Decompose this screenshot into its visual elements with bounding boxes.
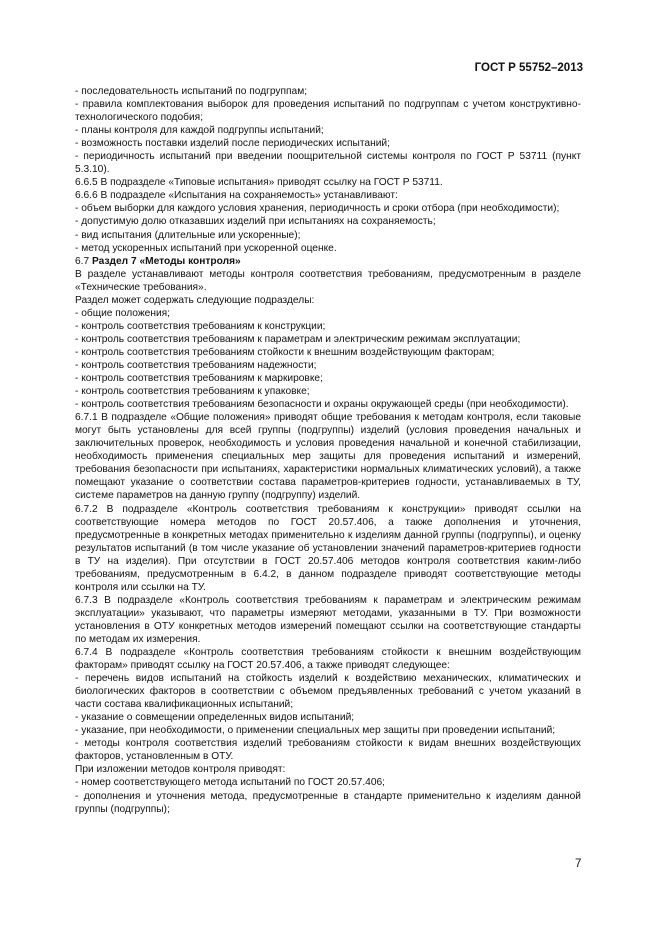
paragraph: Раздел может содержать следующие подразделы: [75,294,315,306]
paragraph: - метод ускоренных испытаний при ускоренной оценке. [75,242,337,254]
paragraph: - контроль соответствия требованиям к маркировке; [75,373,323,385]
section-heading [75,255,581,268]
paragraph: - возможность поставки изделий после периодических испытаний; [75,138,390,150]
paragraph: 6.6.6 В подразделе «Испытания на сохраняемость» устанавливают: [75,190,398,202]
paragraph: - указание, при необходимости, о применении специальных мер защиты при проведении испытаний; [75,725,556,737]
page-number: 7 [575,858,582,870]
paragraph: 6.6.5 В подразделе «Типовые испытания» приводят ссылку на ГОСТ Р 53711. [75,177,443,189]
paragraph: - вид испытания (длительные или ускоренные); [75,229,301,241]
paragraph: - методы контроля соответствия изделий требованиям стойкости к видам внешних воздействующих факторов, установленным в ОТУ. [75,738,581,763]
section-heading-number: 6.7 [75,255,92,267]
paragraph: - контроль соответствия требованиям безопасности и охраны окружающей среды (при необходимости). [75,399,569,411]
section-heading-title: Раздел 7 «Методы контроля» [92,255,241,267]
paragraph: - правила комплектования выборок для проведения испытаний по подгруппам с учетом конструктивно-технологического подобия; [75,99,581,124]
paragraph: - объем выборки для каждого условия хранения, периодичность и сроки отбора (при необходимости); [75,203,560,215]
paragraph: - указание о совмещении определенных видов испытаний; [75,712,355,724]
paragraph: 6.7.4 В подразделе «Контроль соответствия требованиям стойкости к внешним воздействующим факторам» приводят ссылку на ГОСТ 20.57.406, а также приводят следующее: [75,647,581,672]
document-header-code: ГОСТ Р 55752–2013 [474,62,583,74]
paragraph: - контроль соответствия требованиям к параметрам и электрическим режимам эксплуатации; [75,333,521,345]
document-body [75,85,581,816]
paragraph: При изложении методов контроля приводят: [75,764,286,776]
paragraph: 6.7.2 В подразделе «Контроль соответствия требованиям к конструкции» приводят ссылки на соответствующие номера методов по ГОСТ 20.57.406, а также дополнения и уточнения, предусмотренные в конкретных методах применительно к изделиям данной группы (подгруппы), и оценку результатов испытаний (в том числе указание об установлении значений параметров-критериев годности в ТУ на изделия). При отсутствии в ГОСТ 20.57.406 методов контроля соответствия каким-либо требованиям, предусмотренным в 6.4.2, в данном подразделе приводят соответствующие методы контроля или ссылки на ТУ. [75,503,581,593]
paragraph: - дополнения и уточнения метода, предусмотренные в стандарте применительно к изделиям данной группы (подгруппы); [75,790,581,815]
paragraph: 6.7.3 В подразделе «Контроль соответствия требованиям к параметрам и электрическим режимам эксплуатации» указывают, что параметры измеряют методами, указанными в ТУ. При возможности установления в ОТУ конкретных методов измерений помещают ссылки на соответствующие стандарты по методам их измерения. [75,594,581,645]
paragraph: - допустимую долю отказавших изделий при испытаниях на сохраняемость; [75,216,436,228]
paragraph: - контроль соответствия требованиям стойкости к внешним воздействующим факторам; [75,346,495,358]
paragraph: - общие положения; [75,307,171,319]
paragraph: - контроль соответствия требованиям надежности; [75,359,317,371]
paragraph: - планы контроля для каждой подгруппы испытаний; [75,125,324,137]
paragraph: - периодичность испытаний при введении поощрительной системы контроля по ГОСТ Р 53711 (пункт 5.3.10). [75,151,581,176]
paragraph: - контроль соответствия требованиям к конструкции; [75,320,326,332]
paragraph: - номер соответствующего метода испытаний по ГОСТ 20.57.406; [75,777,385,789]
paragraph: - последовательность испытаний по подгруппам; [75,86,308,97]
paragraph: В разделе устанавливают методы контроля соответствия требованиям, предусмотренным в разделе «Технические требования». [75,268,581,293]
paragraph: 6.7.1 В подразделе «Общие положения» приводят общие требования к методам контроля, если таковые могут быть установлены для всей группы (подгруппы) изделий (условия проведения начальных и заключительных проверок, необходимость и условия проведения начальной и конечной стабилизации, необходимость применения специальных мер защиты для проведения испытаний и измерений, требования безопасности при испытаниях, характеристики нормальных климатических условий), а также помещают указание о соответствии состава параметров-критериев годности, устанавливаемых в ТУ, системе параметров на данную группу (подгруппу) изделий. [75,412,581,502]
paragraph: - контроль соответствия требованиям к упаковке; [75,386,310,398]
paragraph: - перечень видов испытаний на стойкость изделий к воздействию механических, климатических и биологических факторов в соответствии с объемом предъявленных требований с учетом указаний в части состава квалификационных испытаний; [75,673,581,711]
